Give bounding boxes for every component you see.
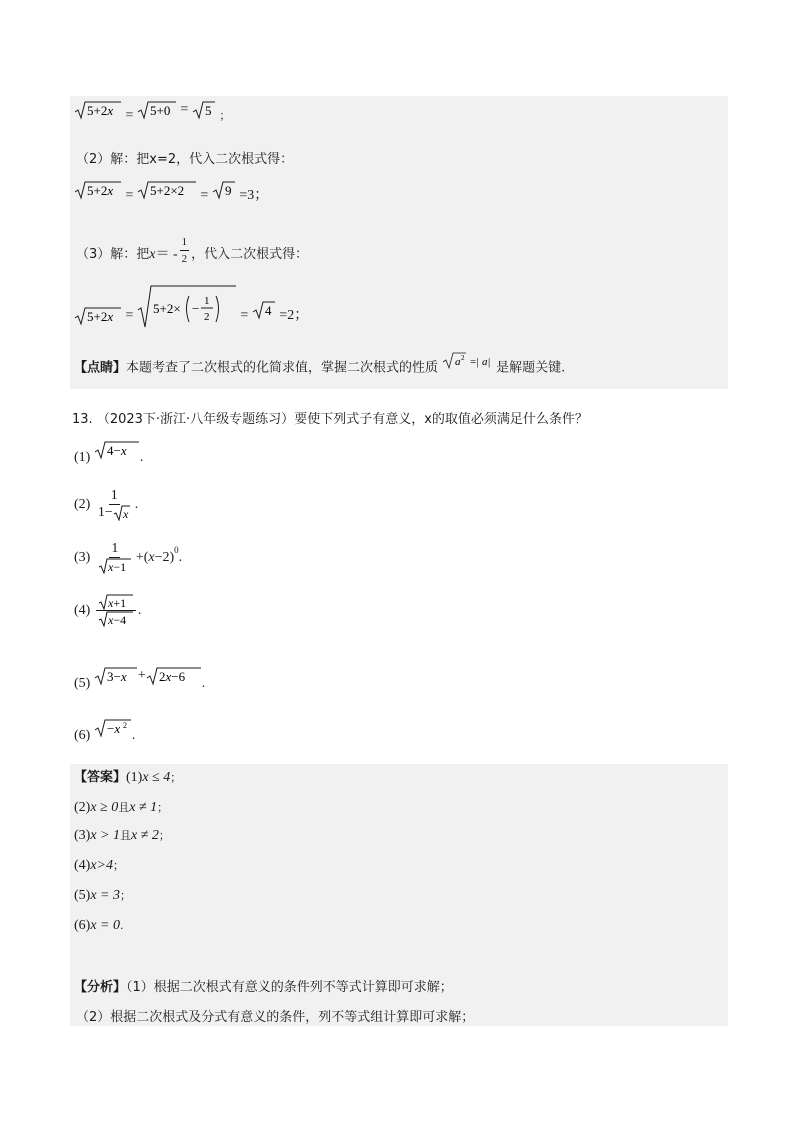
svg-text:2: 2	[122, 721, 127, 730]
question-item-4: (4) $\frac{x+1}{x-4}$ .	[74, 596, 142, 628]
question-item-6: (6) −x 2 .	[74, 721, 136, 744]
comment-line	[74, 354, 566, 379]
svg-text:5+2x: 5+2x	[87, 103, 114, 118]
svg-text:2: 2	[203, 311, 210, 323]
sqrt-5-plus-2-times-2	[137, 180, 197, 200]
svg-text:x−1: x−1	[107, 560, 126, 575]
analysis-line-1: 【分析】（1）根据二次根式有意义的条件列不等式计算即可求解；	[74, 980, 453, 995]
svg-text:a: a	[455, 356, 461, 368]
solution-line-1: 5+2x = 5+0 = 5 $_;$	[74, 100, 230, 120]
solution-line-2: 5+2x = 5+2×2 = 9 =3；	[74, 180, 268, 200]
svg-text:5+2x: 5+2x	[87, 309, 114, 324]
answer-line-3: (3)x > 1且x ≠ 2；	[74, 828, 170, 843]
svg-text:1: 1	[203, 295, 210, 307]
question-source: （2023下·浙江·八年级专题练习）	[96, 412, 295, 427]
comment-text-before: 本题考查了二次根式的化简求值，掌握二次根式的性质	[126, 360, 439, 376]
svg-text:5+2x: 5+2x	[87, 183, 114, 198]
answer-line-1: 【答案】(1)x ≤ 4；	[74, 770, 182, 785]
svg-text:5+0: 5+0	[149, 103, 171, 118]
analysis-tag: 【分析】	[74, 980, 127, 995]
answer-line-5: (5)x = 3；	[74, 888, 131, 903]
answer-line-4: (4)x>4；	[74, 858, 124, 873]
sqrt-5-plus-2x	[74, 100, 122, 120]
svg-text:4: 4	[264, 303, 272, 318]
answer-line-2: (2)x ≥ 0且x ≠ 1；	[74, 800, 169, 815]
sqrt-a-squared-abs-a	[442, 350, 496, 370]
question-item-2: (2) 1 1− x .	[74, 488, 139, 521]
question-header	[72, 410, 588, 430]
analysis-line-2: （2）根据二次根式及分式有意义的条件，列不等式组计算即可求解；	[76, 1010, 475, 1025]
svg-text:5+2×: 5+2×	[152, 301, 181, 316]
svg-text:a: a	[482, 356, 488, 368]
part2-text: （2）解：把x=2，代入二次根式得：	[76, 152, 294, 167]
comment-text-after: 是解题关键.	[496, 360, 566, 376]
svg-text:2: 2	[461, 354, 465, 362]
svg-text:x: x	[122, 507, 129, 521]
svg-text:x−4: x−4	[107, 613, 126, 628]
question-item-3: (3) $\frac{1}{x-1}$ $+(x-2)^0$.	[74, 541, 183, 575]
svg-text:5+2×2: 5+2×2	[149, 183, 185, 198]
svg-text:=|: =|	[470, 356, 479, 368]
question-item-5: (5) 3−x + 2x−6 .	[74, 668, 206, 692]
sqrt-5-plus-2-times-minus-half	[137, 284, 237, 328]
svg-text:3−x: 3−x	[106, 669, 127, 684]
sqrt-4	[252, 300, 276, 320]
svg-text:5: 5	[204, 103, 212, 118]
question-number: 13.	[72, 412, 93, 427]
svg-text:x+1: x+1	[107, 596, 126, 610]
svg-text:2x−6: 2x−6	[158, 669, 185, 684]
svg-text:−: −	[191, 301, 200, 316]
comment-tag: 【点睛】	[74, 360, 127, 376]
sqrt-5	[192, 100, 216, 120]
svg-text:−x: −x	[106, 721, 120, 736]
question-item-1: (1) 4−x .	[74, 443, 144, 466]
svg-text:|: |	[488, 356, 491, 368]
svg-text:4−x: 4−x	[106, 443, 127, 458]
question-text: 要使下列式子有意义，x的取值必须满足什么条件？	[294, 412, 588, 427]
part3-text: （3）解：把x＝ - $\frac{1}{2}$ ，代入二次根式得：	[76, 236, 309, 265]
sqrt-5-plus-0	[137, 100, 177, 120]
answer-tag: 【答案】	[74, 770, 127, 785]
sqrt-9	[212, 180, 236, 200]
svg-text:9: 9	[224, 183, 232, 198]
answer-line-6: (6)x = 0.	[74, 918, 124, 933]
solution-line-3: 5+2x = 5+2× − 1 2 = 4 =2；	[74, 284, 308, 328]
